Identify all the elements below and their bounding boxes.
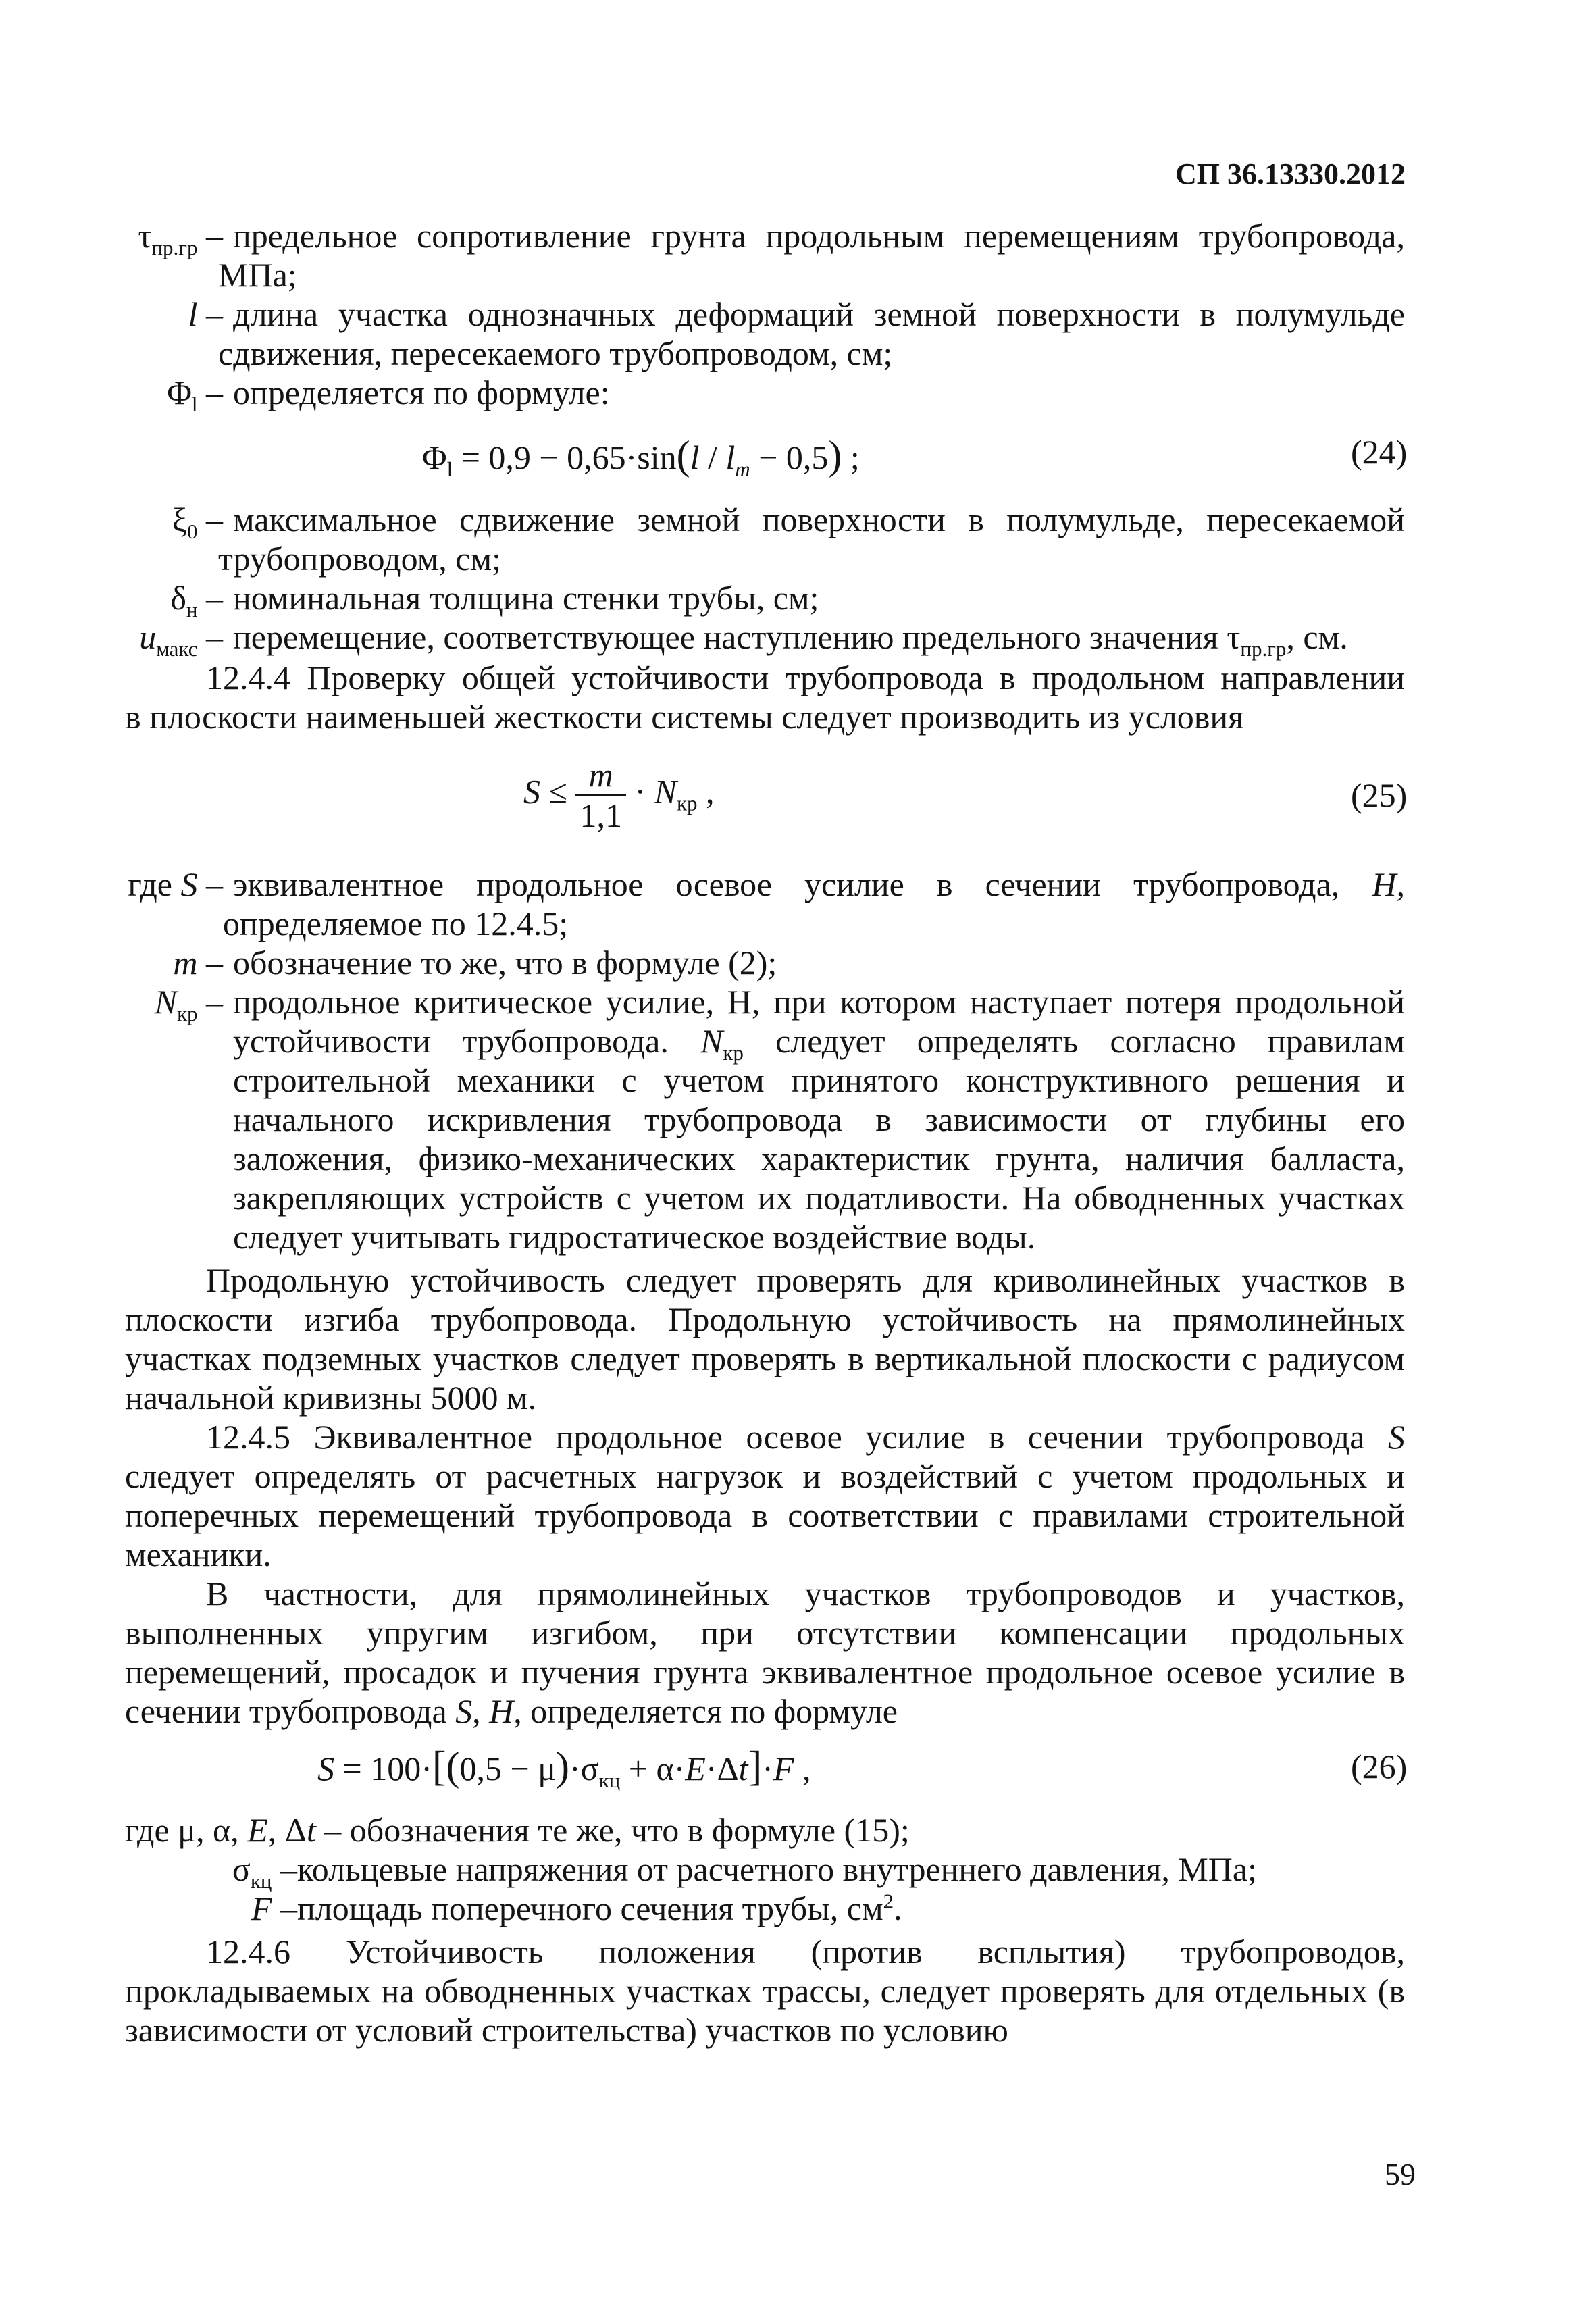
definition-text [297, 1889, 902, 1928]
page-number: 59 [1385, 2157, 1416, 2191]
term-symbol: τ [138, 217, 152, 255]
definition-text: номинальная толщина стенки трубы, см; [233, 579, 819, 617]
paragraph-line: выполненных упругим изгибом, при отсутствии компенсации продольных [125, 1614, 1405, 1652]
text-symbol: N [700, 1022, 723, 1060]
eq-paren: ) [556, 1744, 569, 1789]
term-symbol: ξ [172, 501, 187, 538]
definition-text: предельное сопротивление грунта продольным перемещениям трубопровода, [233, 217, 1405, 255]
paragraph-12-4-5-line: поперечных перемещений трубопровода в соответствии с правилами строительной [125, 1496, 1405, 1534]
term-dash: – [272, 1850, 297, 1888]
eq-bracket: ] [748, 1744, 763, 1789]
term-dash: – [197, 501, 223, 538]
term-dash: – [197, 865, 223, 903]
term-sigma [162, 1850, 297, 1893]
text-run: , определяется по формуле [513, 1692, 898, 1730]
term-dash: – [197, 217, 223, 255]
term-s [88, 865, 223, 904]
text-run: , Δ [267, 1811, 307, 1849]
text-unit: Н, [1372, 865, 1405, 903]
definition-text: следует учитывать гидростатическое воздействие воды. [233, 1218, 1036, 1256]
text-run: – обозначения те же, что в формуле (15); [315, 1811, 910, 1849]
text-symbol: S [455, 1692, 473, 1730]
text-symbol: S [1388, 1418, 1405, 1456]
fraction-denominator: 1,1 [580, 796, 622, 834]
document-code-header: СП 36.13330.2012 [1175, 157, 1406, 190]
text-run: 12.4.5 Эквивалентное продольное осевое усилие в сечении трубопровода [206, 1418, 1388, 1456]
paragraph-12-4-5-line: следует определять от расчетных нагрузок и воздействий с учетом продольных и [125, 1457, 1405, 1495]
term-subscript: пр.гр [151, 236, 198, 259]
eq-symbol: l [725, 438, 736, 476]
term-symbol: u [139, 618, 157, 656]
term-prefix: где [128, 865, 181, 903]
fraction-numerator: m [575, 755, 626, 796]
eq-text: ·Δ [705, 1750, 739, 1787]
text-superscript: 2 [883, 1889, 894, 1913]
eq-symbol: Φ [422, 438, 447, 476]
paragraph-line [125, 1692, 898, 1731]
eq-text: + α· [620, 1750, 686, 1787]
eq-fraction [575, 755, 626, 835]
eq-text: ·σ [569, 1750, 599, 1787]
definition-text: максимальное сдвижение земной поверхности в полумульде, пересекаемой [233, 501, 1405, 538]
eq-symbol: E [685, 1750, 706, 1787]
definition-text [233, 1021, 1405, 1065]
paragraph-12-4-5-line [206, 1417, 1405, 1456]
term-subscript: кр [176, 1002, 198, 1025]
eq-symbol: F [773, 1750, 794, 1787]
equation-number: (26) [1351, 1748, 1408, 1785]
definition-text [233, 617, 1348, 661]
definition-text: заложения, физико-механических характеристик грунта, наличия балласта, [233, 1140, 1405, 1177]
text-run: следует определять согласно правилам [743, 1022, 1405, 1060]
equation-number: (25) [1351, 776, 1408, 814]
term-subscript: н [186, 598, 198, 621]
eq-symbol: S [317, 1750, 334, 1787]
term-subscript: макс [156, 637, 198, 661]
paragraph-line: плоскости изгиба трубопровода. Продольную устойчивость на прямолинейных [125, 1300, 1405, 1338]
definition-text [125, 1810, 910, 1850]
text-subscript: кр [723, 1041, 744, 1065]
paragraph-12-4-6-line: 12.4.6 Устойчивость положения (против всплытия) трубопроводов, [206, 1933, 1405, 1971]
equation-26 [317, 1743, 810, 1791]
text-run: перемещение, соответствующее наступлению предельного значения τ [233, 618, 1241, 656]
term-l [88, 295, 223, 334]
definition-text: продольное критическое усилие, Н, при котором наступает потеря продольной [233, 983, 1405, 1021]
paragraph-line: участках подземных участков следует проверять в вертикальной плоскости с радиусом [125, 1340, 1405, 1377]
term-delta [88, 578, 223, 621]
text-run: , см. [1286, 618, 1348, 656]
term-dash: – [197, 374, 223, 411]
definition-text: обозначение то же, что в формуле (2); [233, 944, 777, 982]
paragraph-line: перемещений, просадок и пучения грунта эквивалентное продольное осевое усилие в [125, 1653, 1405, 1691]
term-tau [88, 216, 223, 259]
text-run: где μ, α, [125, 1811, 248, 1849]
text-symbol: E [247, 1811, 268, 1849]
term-dash: – [197, 579, 223, 617]
equation-24 [422, 432, 860, 479]
definition-text: закрепляющих устройств с учетом их податливости. На обводненных участках [233, 1179, 1405, 1217]
eq-subscript: l [446, 457, 453, 481]
definition-text [233, 865, 1405, 904]
term-dash: – [197, 618, 223, 656]
term-dash: – [197, 983, 223, 1021]
equation-number: (24) [1351, 433, 1408, 471]
term-dash: – [197, 295, 223, 333]
definition-text: кольцевые напряжения от расчетного внутреннего давления, МПа; [297, 1850, 1257, 1888]
text-run: . [894, 1889, 902, 1927]
text-run: сечении трубопровода [125, 1692, 456, 1730]
equation-25 [523, 755, 715, 835]
eq-text: ; [842, 438, 860, 476]
term-symbol: m [173, 944, 198, 982]
term-m [88, 943, 223, 982]
term-xi [88, 500, 223, 543]
paragraph-12-4-6-line: прокладываемых на обводненных участках трассы, следует проверять для отдельных (в [125, 1972, 1405, 2010]
eq-symbol: S [523, 772, 540, 811]
eq-symbol: l [690, 438, 700, 476]
eq-text: = 100· [334, 1750, 432, 1787]
paragraph-line: Продольную устойчивость следует проверять для криволинейных участков в [206, 1261, 1405, 1299]
eq-text: · [762, 1750, 773, 1787]
paragraph-12-4-6-line: зависимости от условий строительства) участков по условию [125, 2011, 1008, 2049]
text-run: площадь поперечного сечения трубы, см [297, 1889, 883, 1927]
term-subscript: кц [250, 1869, 272, 1893]
paragraph-12-4-5-line: механики. [125, 1535, 272, 1573]
term-dash: – [272, 1889, 297, 1927]
term-u [88, 617, 223, 661]
text-subscript: пр.гр [1240, 637, 1287, 661]
eq-text: = 0,9 − 0,65·sin [453, 438, 677, 476]
term-f [162, 1889, 297, 1928]
definition-text: строительной механики с учетом принятого конструктивного решения и [233, 1061, 1405, 1099]
definition-text: сдвижения, пересекаемого трубопроводом, см; [218, 334, 893, 372]
eq-subscript: m [735, 457, 750, 481]
definition-text: МПа; [218, 256, 297, 294]
eq-subscript: кр [676, 791, 698, 815]
definition-text: трубопроводом, см; [218, 540, 502, 578]
text-symbol: Н [489, 1692, 514, 1730]
term-symbol: F [251, 1889, 272, 1927]
term-symbol: N [154, 983, 177, 1021]
eq-text: / [699, 438, 726, 476]
paragraph-12-4-4-line: в плоскости наименьшей жесткости системы следует производить из условия [125, 698, 1244, 736]
eq-subscript: кц [598, 1769, 621, 1792]
eq-text: 0,5 − μ [459, 1750, 557, 1787]
text-run: устойчивости трубопровода. [233, 1022, 700, 1060]
eq-paren: ) [828, 433, 842, 478]
eq-symbol: t [738, 1750, 748, 1787]
text-run: , [472, 1692, 490, 1730]
eq-text: , [794, 1750, 811, 1787]
eq-paren: ( [676, 433, 690, 478]
definition-text: длина участка однозначных деформаций земной поверхности в полумульде [233, 295, 1405, 333]
term-symbol: δ [170, 579, 186, 617]
term-symbol: l [188, 295, 198, 333]
term-phi [88, 373, 223, 416]
term-symbol: S [180, 865, 198, 903]
definition-text: определяемое по 12.4.5; [223, 905, 569, 942]
term-symbol: Φ [167, 374, 192, 411]
paragraph-line: В частности, для прямолинейных участков трубопроводов и участков, [206, 1575, 1405, 1612]
eq-text: , [697, 772, 715, 811]
eq-text: · [625, 772, 654, 811]
term-dash: – [197, 944, 223, 982]
eq-paren: ( [446, 1744, 460, 1789]
definition-text: начального искривления трубопровода в зависимости от глубины его [233, 1100, 1405, 1138]
term-subscript: 0 [187, 519, 198, 543]
eq-bracket: [ [432, 1744, 446, 1789]
paragraph-line: начальной кривизны 5000 м. [125, 1379, 537, 1417]
eq-text: − 0,5 [750, 438, 829, 476]
paragraph-12-4-4-line: 12.4.4 Проверку общей устойчивости трубопровода в продольном направлении [206, 659, 1405, 696]
term-symbol: σ [232, 1850, 251, 1888]
text-run: эквивалентное продольное осевое усилие в сечении трубопровода, [233, 865, 1372, 903]
eq-text: ≤ [540, 772, 576, 811]
term-n-kr [88, 982, 223, 1025]
definition-text: определяется по формуле: [233, 374, 610, 411]
term-subscript: l [191, 392, 198, 416]
text-symbol: t [306, 1811, 316, 1849]
eq-symbol: N [654, 772, 677, 811]
